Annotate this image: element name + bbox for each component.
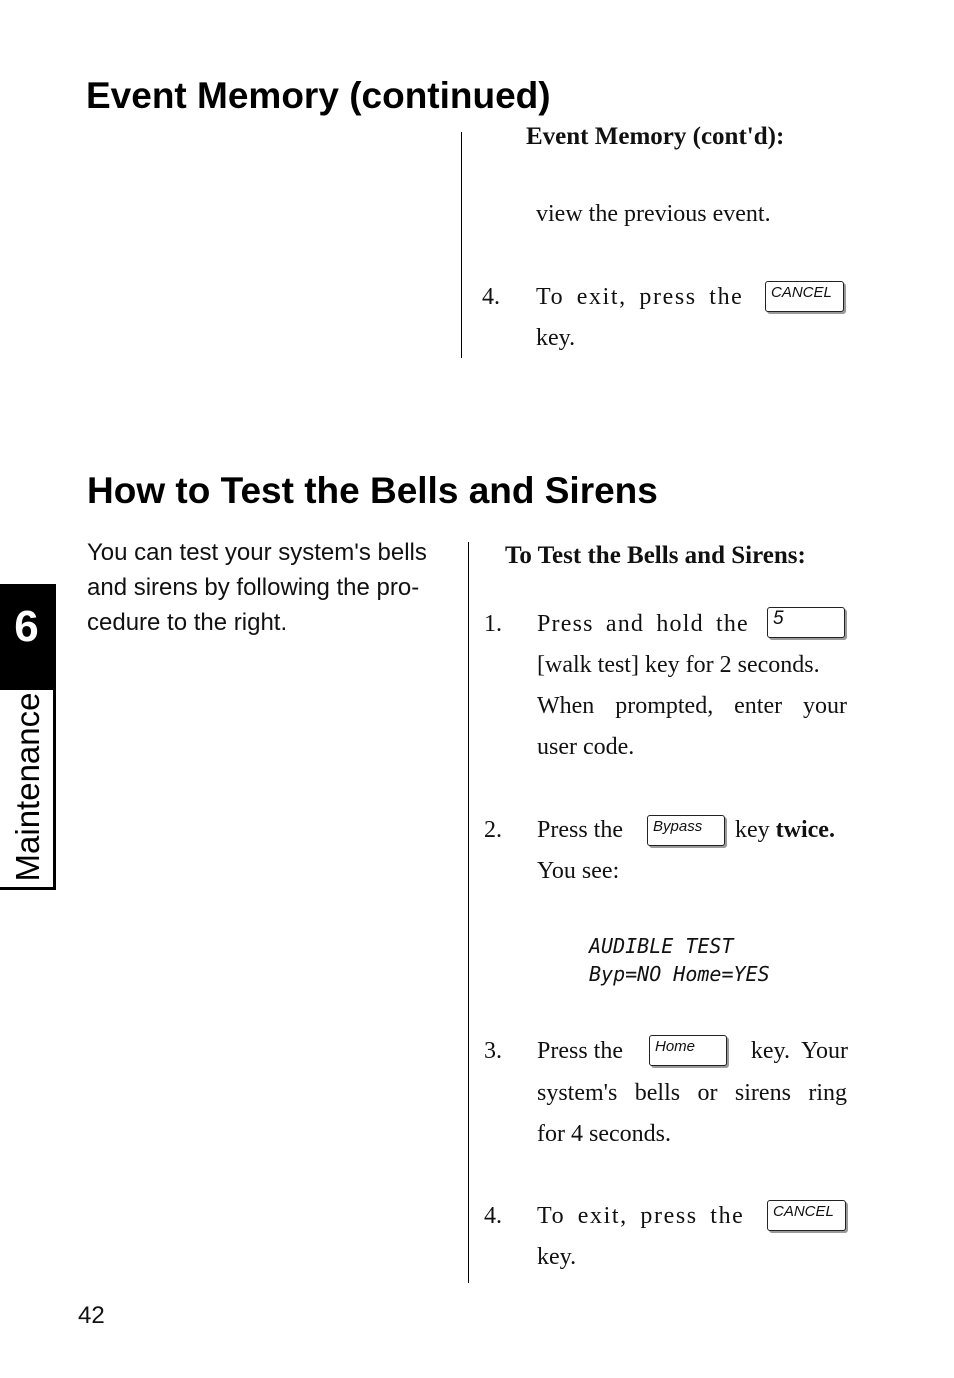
chapter-tab (0, 584, 56, 890)
step-text: When prompted, enter your (537, 693, 847, 719)
lcd-display-line: AUDIBLE TEST (589, 934, 734, 958)
step-text: for 4 seconds. (537, 1121, 671, 1147)
step-number: 2. (484, 817, 502, 843)
step-text-key-word: key (735, 817, 770, 843)
key-5-icon: 5 (767, 607, 845, 638)
step-text-tail: key. (537, 1244, 577, 1270)
step-text-bold: twice. (775, 817, 835, 843)
step-text-tail: key. (536, 325, 576, 351)
chapter-label: Maintenance (9, 692, 46, 882)
lcd-display-line: Byp=NO Home=YES (589, 962, 770, 986)
event-memory-prev-text: view the previous event. (536, 201, 771, 227)
step-text: system's bells or sirens ring (537, 1080, 847, 1106)
home-key-icon: Home (649, 1035, 727, 1066)
intro-line: cedure to the right. (87, 609, 288, 636)
intro-paragraph (87, 535, 457, 640)
step-text: Press the (537, 817, 623, 843)
step-text: [walk test] key for 2 seconds. (537, 652, 820, 678)
event-memory-subheading: Event Memory (cont'd): (526, 123, 785, 150)
bells-sirens-title: How to Test the Bells and Sirens (87, 470, 658, 511)
event-memory-title: Event Memory (continued) (86, 75, 551, 116)
step-number: 4. (482, 284, 500, 310)
bells-subheading: To Test the Bells and Sirens: (505, 542, 806, 569)
step-text: To exit, press the (536, 284, 744, 310)
step-text (735, 810, 835, 851)
page-number: 42 (78, 1302, 105, 1329)
column-divider (468, 542, 469, 1283)
cancel-key-icon: CANCEL (765, 281, 844, 312)
chapter-number: 6 (14, 602, 39, 651)
step-number: 3. (484, 1038, 502, 1064)
cancel-key-icon: CANCEL (767, 1200, 846, 1231)
step-text: Press and hold the (537, 611, 749, 637)
step-text: key. Your (750, 1038, 848, 1064)
step-text: To exit, press the (537, 1203, 745, 1229)
step-number: 1. (484, 611, 502, 637)
step-text: Press the (537, 1038, 623, 1064)
bypass-key-icon: Bypass (647, 815, 725, 846)
step-text: You see: (537, 858, 620, 884)
column-divider (461, 132, 462, 358)
chapter-tab-header (0, 587, 53, 690)
step-number: 4. (484, 1203, 502, 1229)
intro-line: You can test your system's bells (87, 539, 427, 566)
intro-line: and sirens by following the pro- (87, 574, 420, 601)
step-text: user code. (537, 734, 635, 760)
